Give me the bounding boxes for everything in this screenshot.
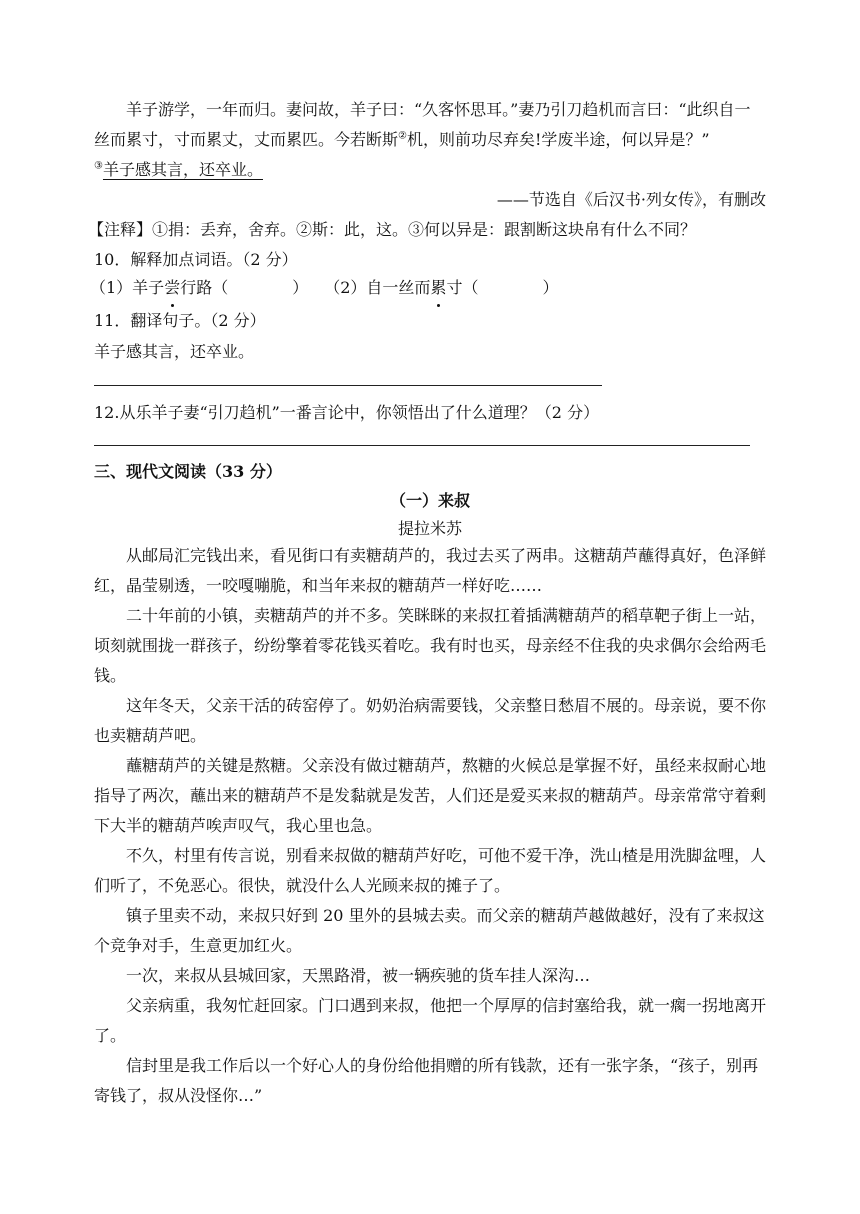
question-12: 12.从乐羊子妻“引刀趋机”一番言论中，你领悟出了什么道理？（2 分） xyxy=(94,403,600,422)
paragraph-8: 父亲病重，我匆忙赶回家。门口遇到来叔，他把一个厚厚的信封塞给我，就一瘸一拐地离开了。 xyxy=(94,996,767,1045)
article-title: （一）来叔 xyxy=(389,491,470,510)
q10-item2-suffix: 寸（ ） xyxy=(446,278,559,297)
answer-line-12[interactable] xyxy=(94,445,750,446)
question-11-sentence: 羊子感其言，还卒业。 xyxy=(94,342,255,361)
passage-line-3a: 异是？” xyxy=(653,130,710,149)
question-11: 11．翻译句子。（2 分） xyxy=(94,311,266,330)
paragraph-9: 信封里是我工作后以一个好心人的身份给他捐赠的所有钱款，还有一张字条，“孩子，别再寄钱了，叔从没怪你…” xyxy=(94,1056,759,1105)
dotted-word-2: 累 xyxy=(430,273,446,303)
paragraph-1: 从邮局汇完钱出来，看见街口有卖糖葫芦的，我过去买了两串。这糖葫芦蘸得真好，色泽鲜红，晶莹剔透，一咬嘎嘣脆，和当年来叔的糖葫芦一样好吃…… xyxy=(94,546,767,595)
question-10: 10．解释加点词语。（2 分） xyxy=(94,250,298,269)
q10-item1-prefix: （1）羊子 xyxy=(90,278,165,297)
answer-line-11[interactable] xyxy=(94,385,602,386)
footnote-marker-3: ③ xyxy=(94,160,103,172)
section-heading: 三、现代文阅读（33 分） xyxy=(94,462,282,481)
footnote-marker-2: ② xyxy=(398,130,407,142)
passage-line-1: 羊子游学，一年而归。妻问故，羊子曰：“久客怀思耳。”妻乃引刀趋机而言曰：“此 xyxy=(126,100,703,119)
paragraph-4: 蘸糖葫芦的关键是熬糖。父亲没有做过糖葫芦，熬糖的火候总是掌握不好，虽经来叔耐心地指导了两次，蘸出来的糖葫芦不是发黏就是发苦，人们还是爱买来叔的糖葫芦。母亲常常守着剩下大半的糖葫芦唉声叹气，我心里也急。 xyxy=(94,756,767,835)
dotted-word-1: 尝 xyxy=(164,273,180,303)
underlined-sentence: 羊子感其言，还卒业。 xyxy=(102,160,263,179)
article-author: 提拉米苏 xyxy=(397,519,462,538)
passage-line-2b: 机，则前功尽弃矣!学废半途，何以 xyxy=(406,130,654,149)
passage-notes: 【注释】①捐：丢弃，舍弃。②斯：此，这。③何以异是：跟割断这块帛有什么不同？ xyxy=(88,220,697,239)
paragraph-3: 这年冬天，父亲干活的砖窑停了。奶奶治病需要钱，父亲整日愁眉不展的。母亲说，要不你也卖糖葫芦吧。 xyxy=(94,696,767,745)
question-10-items xyxy=(90,273,762,303)
passage-line-2a: 织自一丝而累寸，寸而累丈，丈而累匹。今若断斯 xyxy=(94,100,751,149)
classical-passage xyxy=(94,95,766,185)
q10-item2-prefix: （2）自一丝而 xyxy=(332,278,431,297)
q10-item1-suffix: 行路（ ） xyxy=(180,278,301,297)
passage-source: ——节选自《后汉书·列女传》，有删改 xyxy=(496,190,766,209)
paragraph-5: 不久，村里有传言说，别看来叔做的糖葫芦好吃，可他不爱干净，洗山楂是用洗脚盆哩，人们听了，不免恶心。很快，就没什么人光顾来叔的摊子了。 xyxy=(94,846,767,895)
paragraph-7: 一次，来叔从县城回家，天黑路滑，被一辆疾驰的货车挂人深沟… xyxy=(126,966,591,985)
paragraph-6: 镇子里卖不动，来叔只好到 20 里外的县城去卖。而父亲的糖葫芦越做越好，没有了来叔这个竞争对手，生意更加红火。 xyxy=(94,906,765,955)
paragraph-2: 二十年前的小镇，卖糖葫芦的并不多。笑眯眯的来叔扛着插满糖葫芦的稻草靶子街上一站，顷刻就围拢一群孩子，纷纷擎着零花钱买着吃。我有时也买，母亲经不住我的央求偶尔会给两毛钱。 xyxy=(94,606,767,685)
